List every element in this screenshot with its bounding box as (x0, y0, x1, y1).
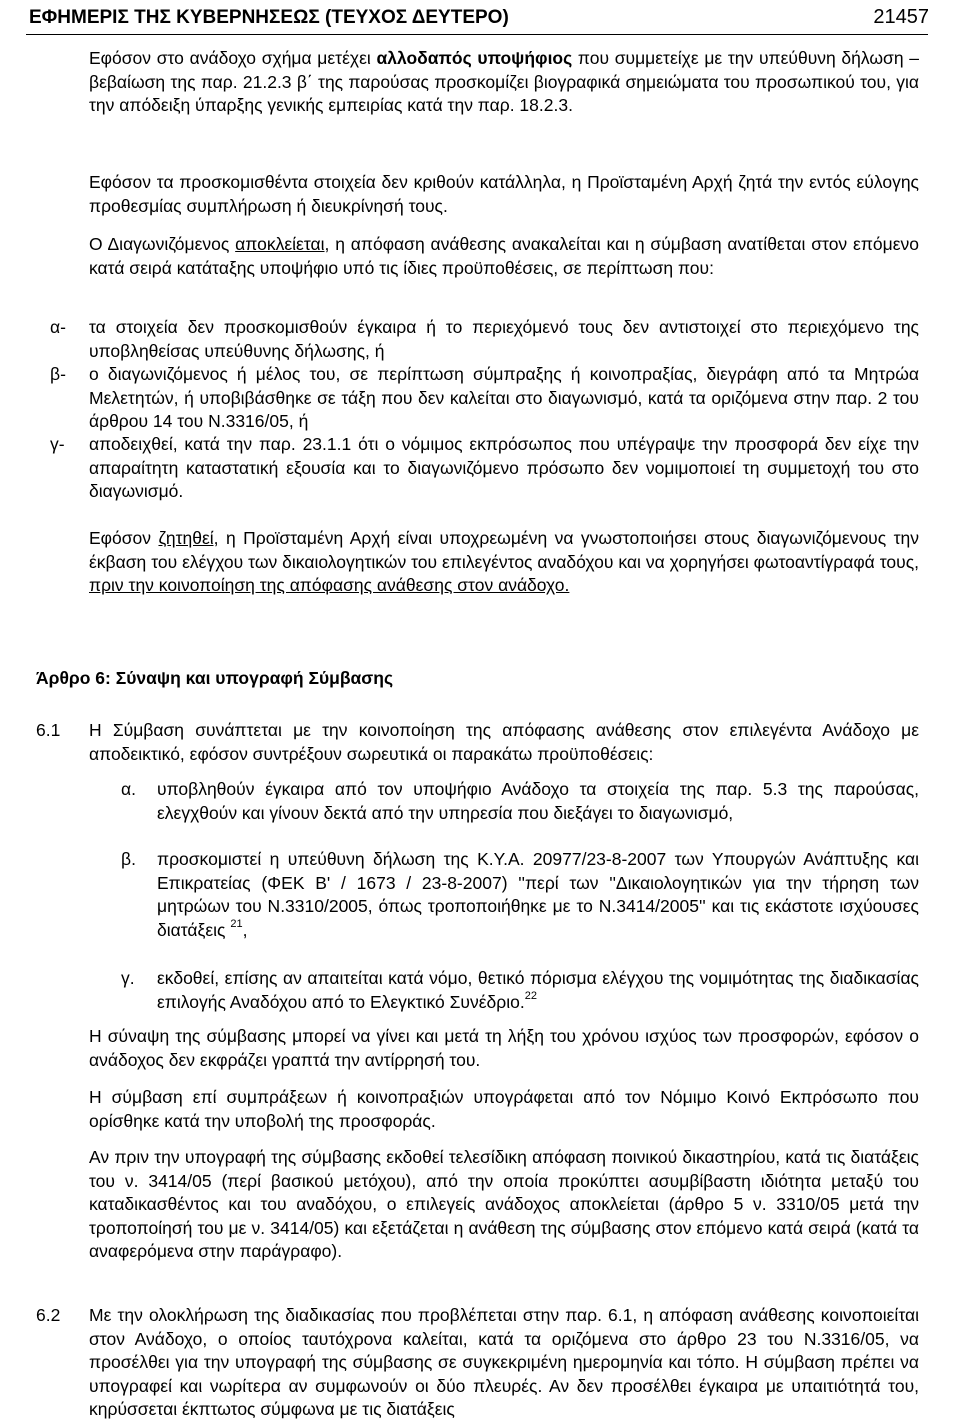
header-divider (26, 34, 928, 35)
condition-label: γ. (121, 968, 135, 988)
paragraph-foreign-candidate (89, 47, 919, 118)
condition-label: α. (121, 779, 136, 799)
list-label: γ- (50, 434, 65, 454)
paragraph-criminal-decision: Αν πριν την υπογραφή της σύμβασης εκδοθεί τελεσίδικη απόφαση ποινικού δικαστηρίου, κατά τις διατάξεις του ν. 3414/05 (περί βασικού μετόχου), από την οποία προκύπτει ασυμβίβαστη ιδιότητα μεταξύ του καταδικασθέντος και του αναδόχου, ο επιλεγείς ανάδοχος αποκλείεται (άρθρο 5 ν. 3310/05 μετά την τροποποίησή του με ν. 3414/05) και εξετάζεται η ανάθεση της σύμβασης στον επόμενο κατά σειρά (κατά τα αναφερόμενα στην παράγραφο). (89, 1147, 919, 1261)
text-run: προσκομιστεί η υπεύθυνη δήλωση της Κ.Υ.Α. 20977/23-8-2007 των Υπουργών Ανάπτυξης και Επικρατείας (ΦΕΚ Β' / 1673 / 23-8-2007) ''περί των ''Δικαιολογητικών για την τήρηση των μητρώων του Ν.3310/2005, όπως τροποποιήθηκε με το Ν.3414/2005'' και τις εκάστοτε ισχύουσες διατάξεις (157, 849, 919, 940)
text-run: Εφόσον (89, 528, 159, 548)
section-number: 6.1 (36, 720, 61, 740)
underlined-text: πριν την κοινοποίηση της απόφασης ανάθεσης στον ανάδοχο. (89, 575, 570, 595)
paragraph-exclusion (89, 233, 919, 280)
paragraph-notification (89, 527, 919, 598)
text-run: εκδοθεί, επίσης αν απαιτείται κατά νόμο, θετικό πόρισμα ελέγχου της νομιμότητας της διαδικασίας επιλογής Αναδόχου από το Ελεγκτικό Συνέδριο. (157, 968, 919, 1012)
bold-text: αλλοδαπός υποψήφιος (376, 48, 573, 68)
paragraph-signing-after-expiry: Η σύναψη της σύμβασης μπορεί να γίνει και μετά τη λήξη του χρόνου ισχύος των προσφορών, εφόσον ο ανάδοχος δεν εκφράζει γραπτά την αντίρρησή του. (89, 1026, 919, 1070)
underlined-text: ζητηθεί, (158, 528, 219, 548)
page-header (25, 4, 929, 32)
article-heading: Άρθρο 6: Σύναψη και υπογραφή Σύμβασης (36, 668, 394, 688)
text-run: Ο Διαγωνιζόμενος (89, 234, 236, 254)
text-run: που συμμετείχε με την υπεύθυνη δήλωση – βεβαίωση της παρ. 21.2.3 β΄ της παρούσας προσκομίζει βιογραφικά σημειώματα του προσωπικού του, για την απόδειξη ύπαρξης γενικής εμπειρίας κατά την παρ. 18.2.3. (89, 48, 920, 115)
list-label: α- (50, 317, 66, 337)
section-number: 6.2 (36, 1305, 61, 1325)
text-run: , η απόφαση ανάθεσης ανακαλείται και η σύμβαση ανατίθεται στον επόμενο κατά σειρά κατάταξης υποψήφιο υπό τις ίδιες προϋποθέσεις, σε περίπτωση που: (89, 234, 919, 278)
gazette-title: ΕΦΗΜΕΡΙΣ ΤΗΣ ΚΥΒΕΡΝΗΣΕΩΣ (ΤΕΥΧΟΣ ΔΕΥΤΕΡΟ) (29, 7, 509, 28)
page-number: 21457 (873, 6, 929, 28)
condition-item: υποβληθούν έγκαιρα από τον υποψήφιο Ανάδοχο τα στοιχεία της παρ. 5.3 της παρούσας, ελεγχθούν και γίνουν δεκτά από την υπηρεσία που διεξάγει το διαγωνισμό, (157, 779, 919, 823)
list-item: αποδειχθεί, κατά την παρ. 23.1.1 ότι ο νόμιμος εκπρόσωπος που υπέγραψε την προσφορά δεν είχε την απαραίτητη καταστατική εξουσία και το διαγωνιζόμενο πρόσωπο δεν νομιμοποιεί τη συμμετοχή του στο διαγωνισμό. (89, 434, 919, 501)
list-label: β- (50, 364, 66, 384)
list-item: τα στοιχεία δεν προσκομισθούν έγκαιρα ή το περιεχόμενό τους δεν αντιστοιχεί στο περιεχόμενο της υποβληθείσας υπεύθυνης δήλωσης, ή (89, 317, 919, 361)
text-run: Εφόσον στο ανάδοχο σχήμα μετέχει (89, 48, 377, 68)
text-run: , (242, 919, 248, 940)
paragraph-joint-representative: Η σύμβαση επί συμπράξεων ή κοινοπραξιών υπογράφεται από τον Νόμιμο Κοινό Εκπρόσωπο που ορίσθηκε κατά την υποβολή της προσφοράς. (89, 1087, 919, 1131)
section-text: Με την ολοκλήρωση της διαδικασίας που προβλέπεται στην παρ. 6.1, η απόφαση ανάθεσης κοινοποιείται στον Ανάδοχο, ο οποίος ταυτόχρονα καλείται, κατά τα οριζόμενα στο άρθρο 23 του Ν.3316/05, να προσέλθει για την υπογραφή της σύμβασης σε συγκεκριμένη ημερομηνία και τόπο. Η σύμβαση πρέπει να υπογραφεί και νωρίτερα αν συμφωνούν οι δύο πλευρές. Αν δεν προσέλθει έγκαιρα με υπαιτιότητά του, κηρύσσεται έκπτωτος σύμφωνα με τις διατάξεις (89, 1305, 919, 1419)
condition-item (157, 967, 919, 1014)
condition-label: β. (121, 849, 136, 869)
paragraph-clarification: Εφόσον τα προσκομισθέντα στοιχεία δεν κριθούν κατάλληλα, η Προϊσταμένη Αρχή ζητά την εντός εύλογης προθεσμίας συμπλήρωση ή διευκρίνησή τους. (89, 172, 919, 216)
text-run: η Προϊσταμένη Αρχή είναι υποχρεωμένη να γνωστοποιήσει στους διαγωνιζόμενους την έκβαση του ελέγχου των δικαιολογητικών του επιλεγέντος αναδόχου και να χορηγήσει φωτοαντίγραφά τους, (89, 528, 919, 572)
footnote-marker: 21 (230, 917, 243, 930)
section-intro: Η Σύμβαση συνάπτεται με την κοινοποίηση της απόφασης ανάθεσης στον επιλεγέντα Ανάδοχο με αποδεικτικό, εφόσον συντρέξουν σωρευτικά οι παρακάτω προϋποθέσεις: (89, 720, 919, 764)
condition-item (157, 848, 919, 942)
list-item: ο διαγωνιζόμενος ή μέλος του, σε περίπτωση σύμπραξης ή κοινοπραξίας, διεγράφη από τα Μητρώα Μελετητών, ή υποβιβάσθηκε σε τάξη που δεν καλείται στο διαγωνισμό, κατά τα οριζόμενα στην παρ. 2 του άρθρου 14 του Ν.3316/05, ή (89, 364, 919, 431)
footnote-marker: 22 (524, 989, 537, 1002)
underlined-text: αποκλείεται (235, 234, 325, 254)
